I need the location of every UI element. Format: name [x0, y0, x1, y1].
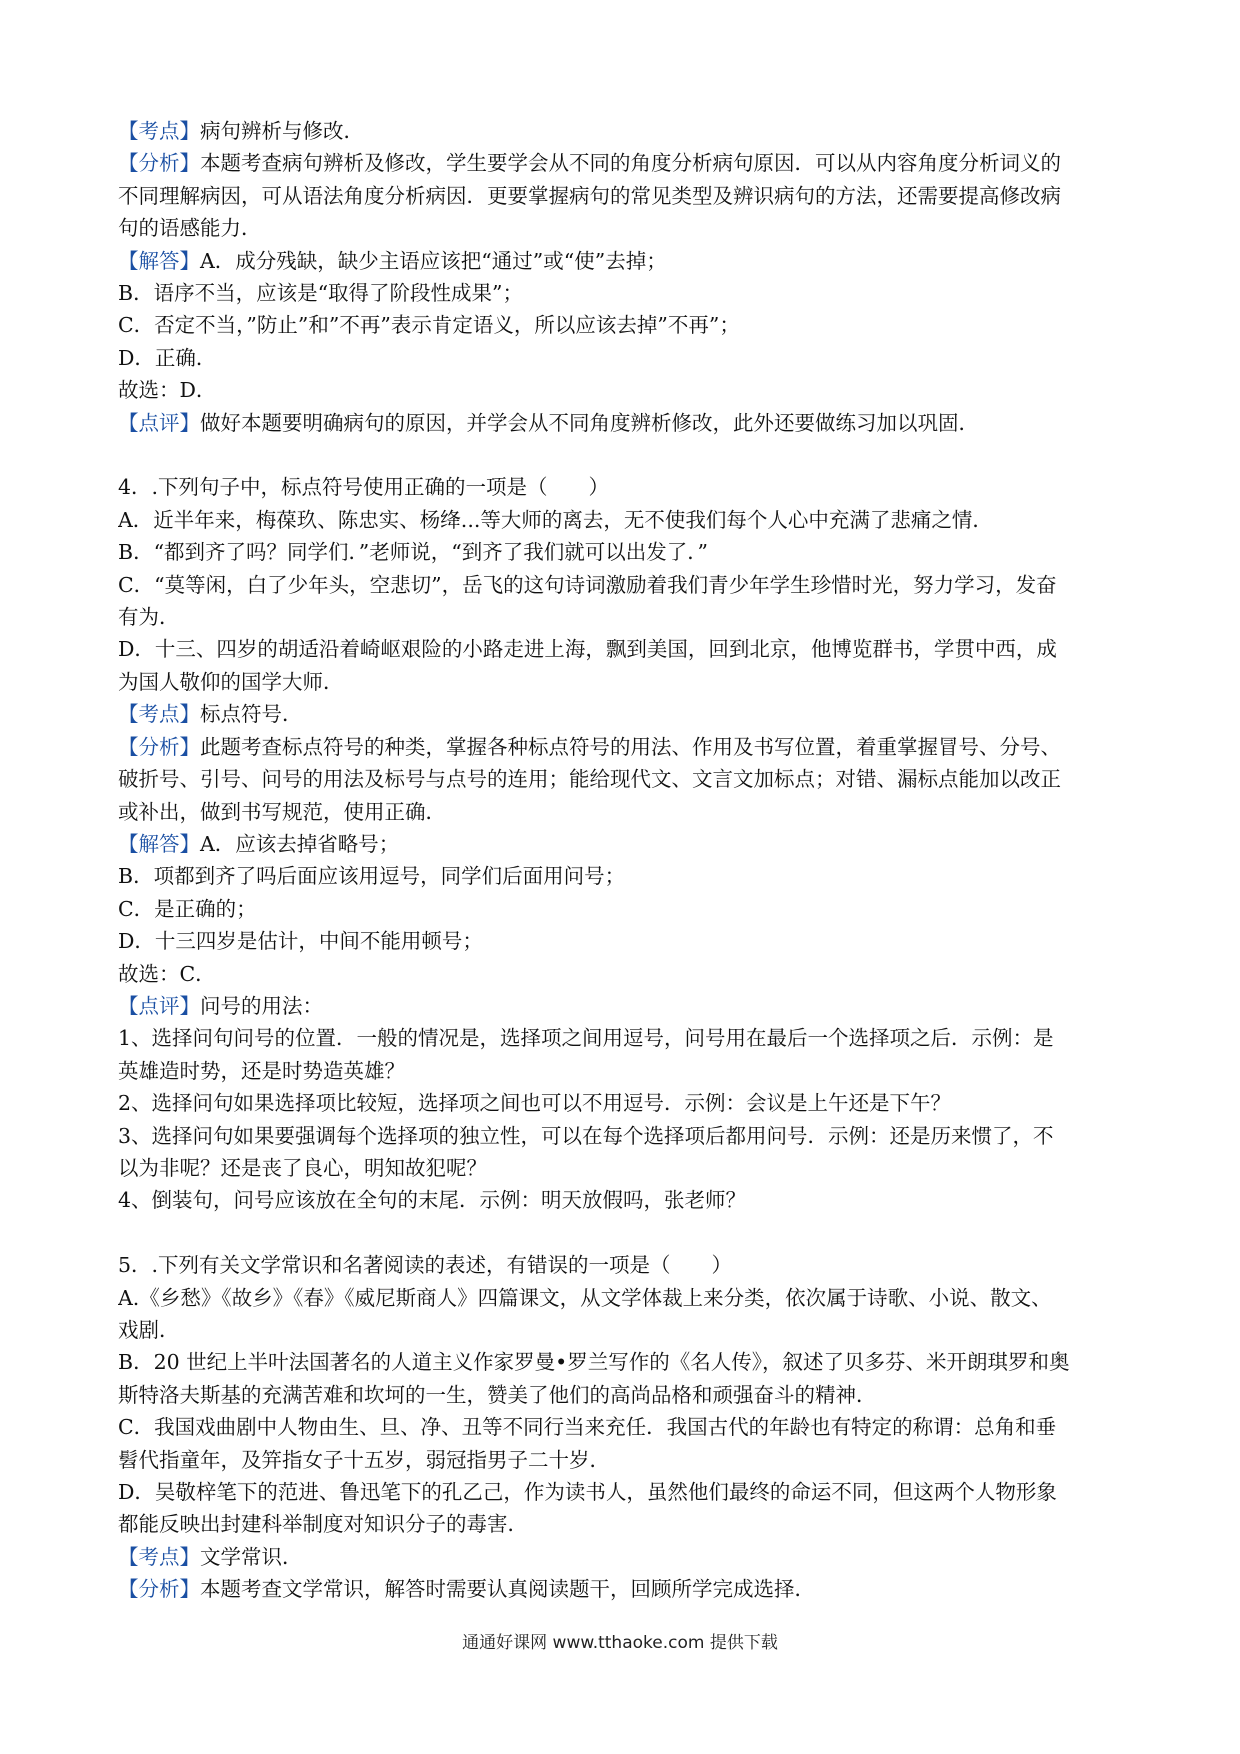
q5-option: 都能反映出封建科举制度对知识分子的毒害．: [118, 1512, 528, 1537]
jieda-tag: 【解答】: [118, 831, 200, 856]
q5-option: B．20 世纪上半叶法国著名的人道主义作家罗曼•罗兰写作的《名人传》，叙述了贝多芬、米开朗琪罗和奥: [118, 1350, 1070, 1375]
q4-fenxi-line: 破折号、引号、问号的用法及标号与点号的连用；能给现代文、文言文加标点；对错、漏标点能加以改正: [118, 767, 1061, 792]
kaodian-tag: 【考点】: [118, 702, 200, 727]
q5-option: 斯特洛夫斯基的充满苦难和坎坷的一生，赞美了他们的高尚品格和顽强奋斗的精神．: [118, 1382, 877, 1407]
q5-option: C．我国戏曲剧中人物由生、旦、净、丑等不同行当来充任．我国古代的年龄也有特定的称谓：总角和垂: [118, 1415, 1057, 1440]
q3-jieda-line: C．否定不当，”防止”和”不再”表示肯定语义，所以应该去掉”不再”；: [118, 313, 740, 338]
page-content: [118, 115, 1128, 1606]
page-footer: 通通好课网 www.tthaoke.com 提供下载: [462, 1633, 778, 1653]
q3-fenxi: 【分析】本题考查病句辨析及修改，学生要学会从不同的角度分析病句原因．可以从内容角度分析词义的: [118, 151, 1061, 176]
spacer: [118, 1217, 1128, 1249]
q4-option: D．十三、四岁的胡适沿着崎岖艰险的小路走进上海，飘到美国，回到北京，他博览群书，学贯中西，成: [118, 637, 1057, 662]
q4-dianping-line: 2、选择问句如果选择项比较短，选择项之间也可以不用逗号．示例：会议是上午还是下午？: [118, 1091, 952, 1116]
q4-jieda-line: C．是正确的；: [118, 896, 257, 921]
q5-option: 戏剧．: [118, 1318, 180, 1342]
q4-dianping: 【点评】问号的用法：: [118, 993, 323, 1018]
q3-kaodian: 【考点】病句辨析与修改．: [118, 119, 364, 143]
q3-fenxi-line: 不同理解病因，可从语法角度分析病因．更要掌握病句的常见类型及辨识病句的方法，还需要提高修改病: [118, 183, 1061, 208]
q4-jieda-line: B．项都到齐了吗后面应该用逗号，同学们后面用问号；: [118, 864, 626, 889]
q4-answer: 故选：C．: [118, 961, 216, 986]
q3-jieda: 【解答】A．成分残缺，缺少主语应该把“通过”或“使”去掉；: [118, 248, 667, 273]
q4-option: A．近半年来，梅葆玖、陈忠实、杨绛...等大师的离去，无不使我们每个人心中充满了悲痛之情．: [118, 507, 993, 532]
jieda-tag: 【解答】: [118, 248, 200, 273]
kaodian-tag: 【考点】: [118, 119, 200, 143]
q5-question: 5．.下列有关文学常识和名著阅读的表述，有错误的一项是（ ）: [118, 1253, 733, 1278]
q4-fenxi: 【分析】此题考查标点符号的种类，掌握各种标点符号的用法、作用及书写位置，着重掌握冒号、分号、: [118, 734, 1061, 759]
q4-jieda-line: D．十三四岁是估计，中间不能用顿号；: [118, 929, 483, 954]
q4-dianping-line: 1、选择问句问号的位置．一般的情况是，选择项之间用逗号，问号用在最后一个选择项之后．示例：是: [118, 1026, 1054, 1051]
q4-dianping-line: 3、选择问句如果要强调每个选择项的独立性，可以在每个选择项后都用问号．示例：还是历来惯了，不: [118, 1123, 1054, 1148]
q4-fenxi-line: 或补出，做到书写规范，使用正确．: [118, 799, 446, 824]
q5-fenxi: 【分析】本题考查文学常识，解答时需要认真阅读题干，回顾所学完成选择．: [118, 1577, 815, 1602]
spacer: [118, 439, 1128, 471]
q5-option: D．吴敬梓笔下的范进、鲁迅笔下的孔乙己，作为读书人，虽然他们最终的命运不同，但这两个人物形象: [118, 1480, 1057, 1505]
q3-jieda-line: D．正确．: [118, 345, 217, 370]
q4-dianping-line: 以为非呢？还是丧了良心，明知故犯呢？: [118, 1155, 487, 1180]
kaodian-tag: 【考点】: [118, 1544, 200, 1569]
q3-jieda-line: B．语序不当，应该是“取得了阶段性成果”；: [118, 281, 524, 306]
q5-option: A.《乡愁》《故乡》《春》《威尼斯商人》四篇课文，从文学体裁上来分类，依次属于诗歌、小说、散文、: [118, 1285, 1052, 1310]
q4-kaodian: 【考点】标点符号．: [118, 702, 303, 727]
q4-option: 有为．: [118, 605, 180, 630]
q4-option: C．“莫等闲，白了少年头，空悲切”，岳飞的这句诗词激励着我们青少年学生珍惜时光，努力学习，发奋: [118, 572, 1057, 597]
fenxi-tag: 【分析】: [118, 151, 200, 176]
q4-dianping-line: 英雄造时势，还是时势造英雄？: [118, 1058, 405, 1083]
q4-option: 为国人敬仰的国学大师．: [118, 669, 344, 694]
q3-answer: 故选：D．: [118, 378, 217, 403]
dianping-tag: 【点评】: [118, 993, 200, 1018]
dianping-tag: 【点评】: [118, 410, 200, 435]
q4-option: B．“都到齐了吗？同学们．”老师说，“到齐了我们就可以出发了．”: [118, 540, 708, 565]
q5-kaodian: 【考点】文学常识．: [118, 1544, 303, 1569]
q4-dianping-line: 4、倒装句，问号应该放在全句的末尾．示例：明天放假吗，张老师？: [118, 1188, 747, 1213]
fenxi-tag: 【分析】: [118, 734, 200, 759]
q3-fenxi-line: 句的语感能力．: [118, 216, 262, 241]
fenxi-tag: 【分析】: [118, 1577, 200, 1602]
q5-option: 髫代指童年，及笄指女子十五岁，弱冠指男子二十岁．: [118, 1447, 610, 1472]
q3-dianping: 【点评】做好本题要明确病句的原因，并学会从不同角度辨析修改，此外还要做练习加以巩固．: [118, 410, 979, 435]
q4-jieda: 【解答】A．应该去掉省略号；: [118, 831, 400, 856]
q4-question: 4．.下列句子中，标点符号使用正确的一项是（ ）: [118, 475, 610, 500]
